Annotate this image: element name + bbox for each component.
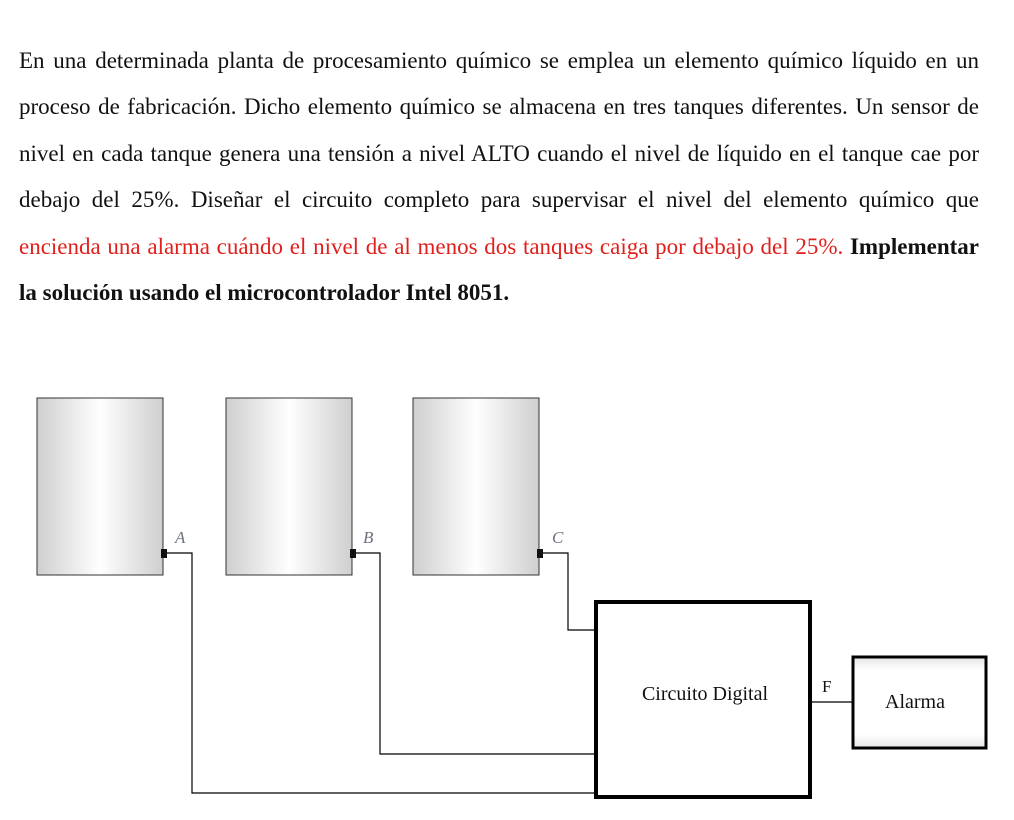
problem-statement [19,38,979,316]
sensor-b-terminal [350,549,356,558]
sensor-a-label: A [175,528,186,547]
tank-alarm-diagram [0,380,1014,820]
output-f-label: F [822,677,832,696]
wire-a [167,553,596,793]
problem-text-plain: En una determinada planta de procesamiento químico se emplea un elemento químico líquido en un proceso de fabricación. Dicho elemento químico se almacena en tres tanques diferentes. Un sensor de nivel en cada tanque genera una tensión a nivel ALTO cuando el nivel de líquido en el tanque cae por debajo del 25%. Diseñar el circuito completo para supervisar el nivel del elemento químico que [19,48,979,213]
wire-b [356,553,596,754]
sensor-a-terminal [161,549,167,558]
digital-circuit-label: Circuito Digital [641,683,769,705]
sensor-c-label: C [552,528,564,547]
wire-c [543,553,596,630]
problem-text-highlight: encienda una alarma cuándo el nivel de al menos dos tanques caiga por debajo del 25%. [19,233,844,259]
alarm-label: Alarma [885,691,945,713]
tank-b [226,398,352,575]
sensor-b-label: B [363,528,374,547]
tank-c [413,398,539,575]
sensor-c-terminal [537,549,543,558]
tank-a [37,398,163,575]
problem-text-bold: Implementar la solución usando el microcontrolador Intel 8051. [19,233,979,306]
problem-text-space [843,234,850,259]
